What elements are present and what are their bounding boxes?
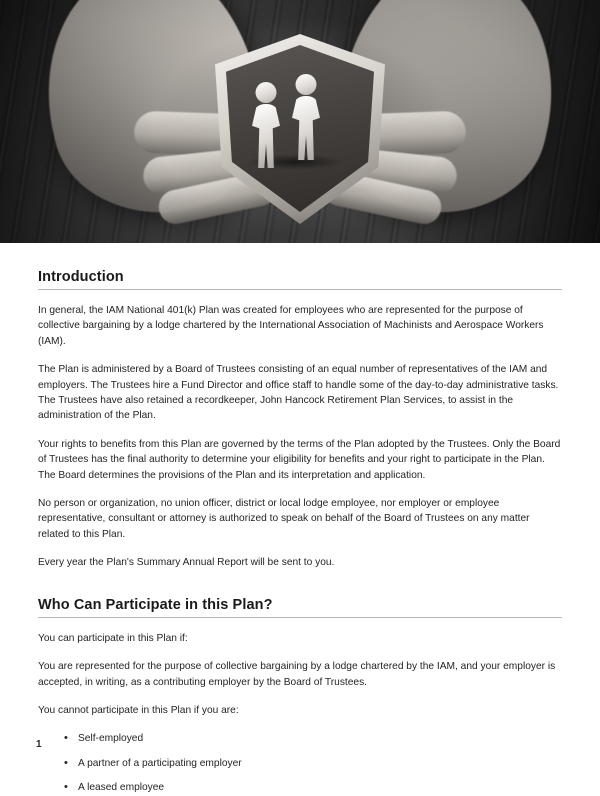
page-number: 1 [36,739,42,750]
section-divider [38,289,562,290]
paragraph: The Plan is administered by a Board of Trustees consisting of an equal number of representatives of the IAM and employers. The Trustees hire a Fund Director and office staff to handle some of the day-to-day administrative tasks. The Trustees have also retained a recordkeeper, John Hancock Retirement Plan Services, to assist in the administration of the Plan. [38,364,559,422]
section-title-introduction: Introduction [38,269,124,285]
exclusion-lead-text: You cannot participate in this Plan if you are: [38,704,239,716]
eligibility-lead-text: You can participate in this Plan if: [38,632,188,644]
document-body [0,269,600,796]
section-title-who-can-participate: Who Can Participate in this Plan? [38,596,273,613]
section-divider [38,617,562,618]
list-item: • Self-employed [78,731,562,746]
paragraph: Your rights to benefits from this Plan are governed by the terms of the Plan adopted by the Trustees. Only the Board of Trustees has the final authority to determine your eligibility for benefits and your right to participate in the Plan. The Board determines the provisions of the Plan and its interpretation and application. [38,438,561,481]
eligibility-indented-text: You are represented for the purpose of collective bargaining by a lodge chartered by the IAM, and your employer is accepted, in writing, as a contributing employer by the Board of Trustees. [38,661,556,688]
paragraph: Every year the Plan's Summary Annual Report will be sent to you. [38,557,335,569]
hero-vignette [0,0,600,243]
exclusion-list [38,731,562,795]
list-item: • A partner of a participating employer [78,756,562,771]
list-item: • A leased employee [78,780,562,795]
hero-image [0,0,600,243]
paragraph: No person or organization, no union officer, district or local lodge employee, nor employer or employee representative, consultant or attorney is authorized to speak on behalf of the Board of Trustees on any matter related to this Plan. [38,498,530,540]
paragraph: In general, the IAM National 401(k) Plan was created for employees who are represented for the purpose of collective bargaining by a lodge chartered by the International Association of Machinists and Aerospace Workers (IAM). [38,305,544,347]
